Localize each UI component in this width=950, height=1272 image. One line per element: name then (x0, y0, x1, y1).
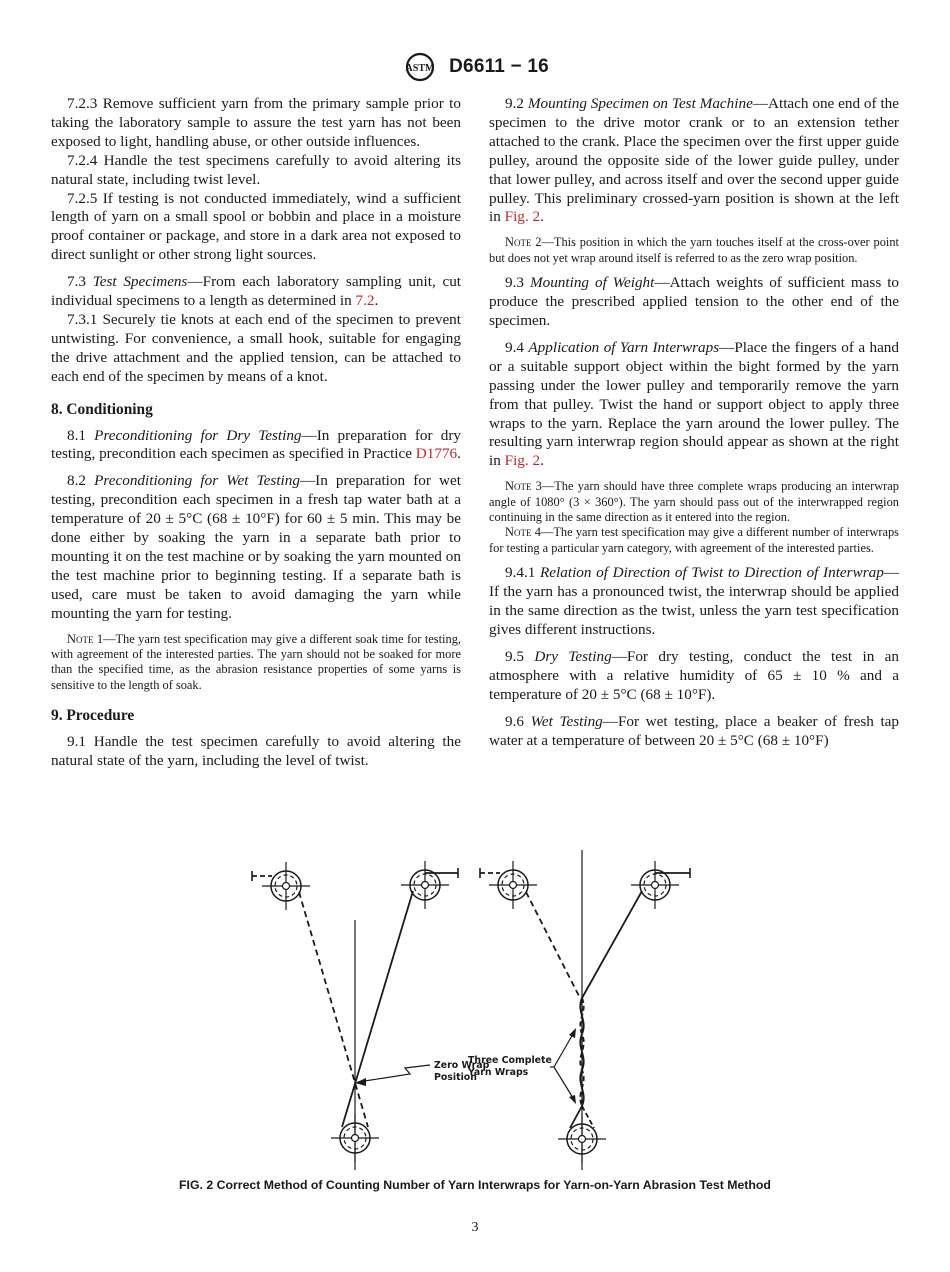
right-column (489, 95, 899, 750)
three-wraps-label: Three Complete (468, 1055, 552, 1066)
paragraph-title: Test Specimens (92, 273, 188, 291)
paragraph-7-3-1: 7.3.1 Securely tie knots at each end of the specimen to prevent untwisting. For convenience, a small hook, suitable for engaging the drive attachment and the applied tension, can be attached to each end of the specimen by means of a knot. (51, 310, 461, 385)
paragraph-9-6: 9.6 Wet Testing—For wet testing, place a beaker of fresh tap water at a temperature of between 20 ± 5°C (68 ± 10°F) (489, 712, 900, 749)
three-wraps-label: Yarn Wraps (468, 1067, 529, 1078)
zero-wrap-diagram (252, 861, 490, 1170)
section-link-7-2[interactable]: 7.2 (355, 292, 375, 310)
zero-wrap-label: Zero Wrap (434, 1060, 490, 1071)
three-wraps-diagram (467, 850, 690, 1170)
pulley-icon (489, 861, 537, 909)
paragraph-title: Application of Yarn Interwraps (528, 338, 720, 356)
pulley-icon (558, 1115, 606, 1163)
paragraph-7-2-4: 7.2.4 Handle the test specimens carefully to avoid altering its natural state, including twist level. (51, 151, 461, 188)
figure-link-fig-2[interactable]: Fig. 2 (504, 452, 541, 470)
pulley-icon (331, 1114, 379, 1162)
paragraph-title: Dry Testing (534, 647, 612, 665)
note-4: Note 4—The yarn test specification may give a different number of interwraps for testing a particular yarn category, with agreement of the interested parties. (489, 525, 899, 555)
paragraph-8-2: 8.2 Preconditioning for Wet Testing—In preparation for wet testing, precondition each specimen in a fresh tap water bath at a temperature of 20 ± 5°C (68 ± 10°F) for 60 ± 5 min. This may be done either by soaking the yarn in a separate bath prior to mounting it on the test machine or by soaking the yarn mounted on the test machine prior to beginning testing. If a separate bath is used, care must be taken to avoid damaging the yarn while mounting the yarn for testing. (51, 472, 461, 622)
paragraph-7-2-5: 7.2.5 If testing is not conducted immediately, wind a sufficient length of yarn on a small spool or bobbin and place in a moisture proof container or package, and store in a dark area not exposed to direct sunlight or other strong light sources. (51, 189, 461, 264)
paragraph-9-4-1: 9.4.1 Relation of Direction of Twist to Direction of Interwrap—If the yarn has a pronounced twist, the interwrap should be applied in the same direction as the twist, unless the yarn test specification gives different instructions. (489, 564, 899, 638)
zero-wrap-label: Position (434, 1072, 477, 1083)
figure-caption: FIG. 2 Correct Method of Counting Number of Yarn Interwraps for Yarn-on-Yarn Abrasion Test Method (179, 1178, 771, 1192)
paragraph-9-5: 9.5 Dry Testing—For dry testing, conduct the test in an atmosphere with a relative humidity of 65 ± 10 % and a temperature of 20 ± 5°C (68 ± 10°F). (489, 647, 899, 703)
note-2: Note 2—This position in which the yarn touches itself at the cross-over point but does not yet wrap around itself is referred to as the zero wrap position. (489, 235, 899, 265)
paragraph-8-1: 8.1 Preconditioning for Dry Testing—In preparation for dry testing, precondition each specimen as specified in Practice D1776. (51, 426, 462, 463)
figure-link-fig-2[interactable]: Fig. 2 (504, 208, 541, 226)
svg-text:ASTM: ASTM (405, 63, 435, 74)
note-1: Note 1—The yarn test specification may give a different soak time for testing, with agreement of the interested parties. The yarn should not be soaked for more than the specified time, as the abrasion resistance properties of some yarns is sensitive to the length of soak. (51, 631, 461, 692)
paragraph-title: Wet Testing (530, 712, 603, 730)
paragraph-9-3: 9.3 Mounting of Weight—Attach weights of sufficient mass to produce the prescribed applied tension to the other end of the specimen. (489, 274, 900, 329)
paragraph-title: Mounting of Weight (529, 274, 655, 292)
paragraph-title: Mounting Specimen on Test Machine (527, 95, 753, 112)
note-3: Note 3—The yarn should have three complete wraps producing an interwrap angle of 1080° (3 × 360°). The yarn should pass out of the interwrapped region continuing in the same direction as it entered into the region. (489, 479, 899, 525)
paragraph-9-4: 9.4 Application of Yarn Interwraps—Place the fingers of a hand or a suitable support object within the bight formed by the yarn passing under the lower pulley and temporarily remove the yarn from that pulley. Twist the hand or support object to apply three wraps to the yarn. Replace the yarn around the lower pulley. The resulting yarn interwrap region should appear as shown at the right in Fig. 2. (489, 338, 899, 470)
section-heading-conditioning: 8. Conditioning (51, 400, 153, 418)
paragraph-7-2-3: 7.2.3 Remove sufficient yarn from the primary sample prior to taking the laboratory sample to assure the test yarn has not been exposed to light, handling abuse, or other outside influences. (51, 95, 461, 150)
paragraph-9-2: 9.2 Mounting Specimen on Test Machine—Attach one end of the specimen to the drive motor crank or to an extension tether attached to the crank. Place the specimen over the first upper guide pulley, around the opposite side of the lower guide pulley, under that lower pulley, and across itself and over the second upper guide pulley. This preliminary crossed-yarn position is shown at the left in Fig. 2. (489, 95, 900, 226)
pulley-icon (631, 861, 679, 909)
left-column (51, 95, 461, 771)
paragraph-9-1: 9.1 Handle the test specimen carefully to avoid altering the natural state of the yarn, including the level of twist. (51, 733, 461, 769)
paragraph-title: Relation of Direction of Twist to Direction of Interwrap (540, 564, 884, 582)
paragraph-7-3: 7.3 Test Specimens—From each laboratory sampling unit, cut individual specimens to a length as determined in 7.2. (51, 273, 462, 310)
paragraph-title: Preconditioning for Dry Testing (94, 426, 302, 444)
figure-2-yarn-interwrap-diagram (230, 840, 720, 1180)
page-number: 3 (471, 1220, 479, 1235)
paragraph-title: Preconditioning for Wet Testing (94, 472, 300, 490)
astm-logo-icon (401, 52, 439, 82)
pulley-icon (401, 861, 449, 909)
reference-link-d1776[interactable]: D1776 (415, 445, 458, 463)
standard-designation: D6611 − 16 (449, 56, 549, 77)
page-header (0, 52, 950, 82)
section-heading-procedure: 9. Procedure (51, 707, 135, 725)
